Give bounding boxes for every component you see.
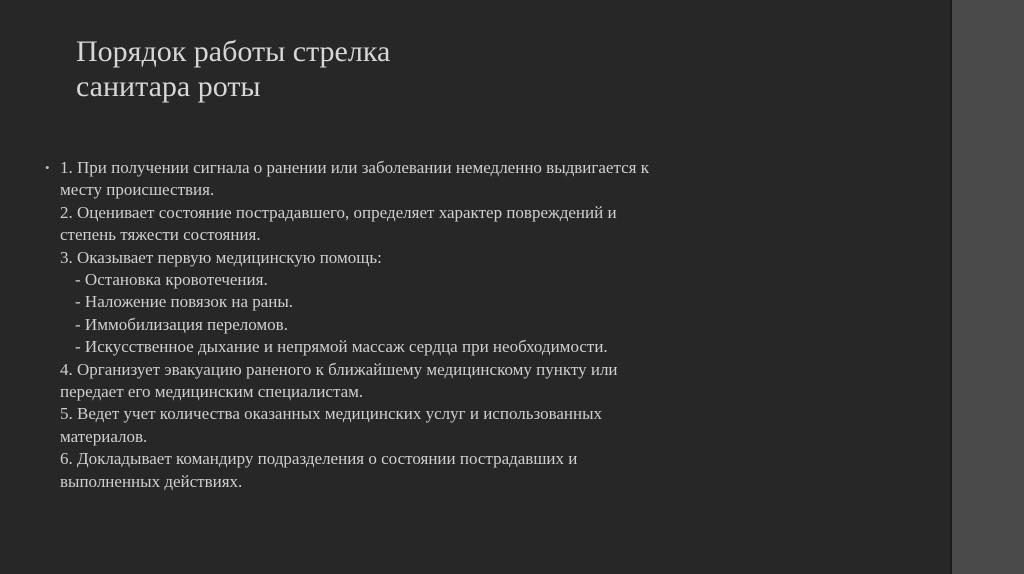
body-subline: - Наложение повязок на раны. bbox=[75, 292, 294, 312]
slide-title-line: Порядок работы стрелка bbox=[76, 35, 391, 68]
slide-title bbox=[76, 34, 390, 104]
slide-title-line: санитара роты bbox=[76, 70, 261, 103]
body-line: 2. Оценивает состояние пострадавшего, определяет характер повреждений и bbox=[60, 202, 617, 222]
body-line: материалов. bbox=[60, 426, 148, 446]
body-line: 4. Организует эвакуацию раненого к ближайшему медицинскому пункту или bbox=[60, 359, 618, 379]
bullet-icon: • bbox=[45, 160, 50, 175]
body-line: выполненных действиях. bbox=[60, 471, 243, 491]
body-line: месту происшествия. bbox=[60, 180, 215, 200]
body-line: передает его медицинским специалистам. bbox=[60, 382, 364, 402]
body-text-lines bbox=[60, 157, 760, 493]
body-subline: - Иммобилизация переломов. bbox=[75, 314, 288, 334]
viewer-side-panel[interactable] bbox=[952, 0, 1024, 574]
body-line: 3. Оказывает первую медицинскую помощь: bbox=[60, 247, 382, 267]
body-subline: - Остановка кровотечения. bbox=[75, 270, 268, 290]
body-line: 6. Докладывает командиру подразделения о состоянии пострадавших и bbox=[60, 449, 578, 469]
body-line: степень тяжести состояния. bbox=[60, 225, 261, 245]
body-subline: - Искусственное дыхание и непрямой массаж сердца при необходимости. bbox=[75, 337, 608, 357]
body-line: 1. При получении сигнала о ранении или заболевании немедленно выдвигается к bbox=[60, 158, 649, 177]
body-line: 5. Ведет учет количества оказанных медицинских услуг и использованных bbox=[60, 404, 603, 424]
